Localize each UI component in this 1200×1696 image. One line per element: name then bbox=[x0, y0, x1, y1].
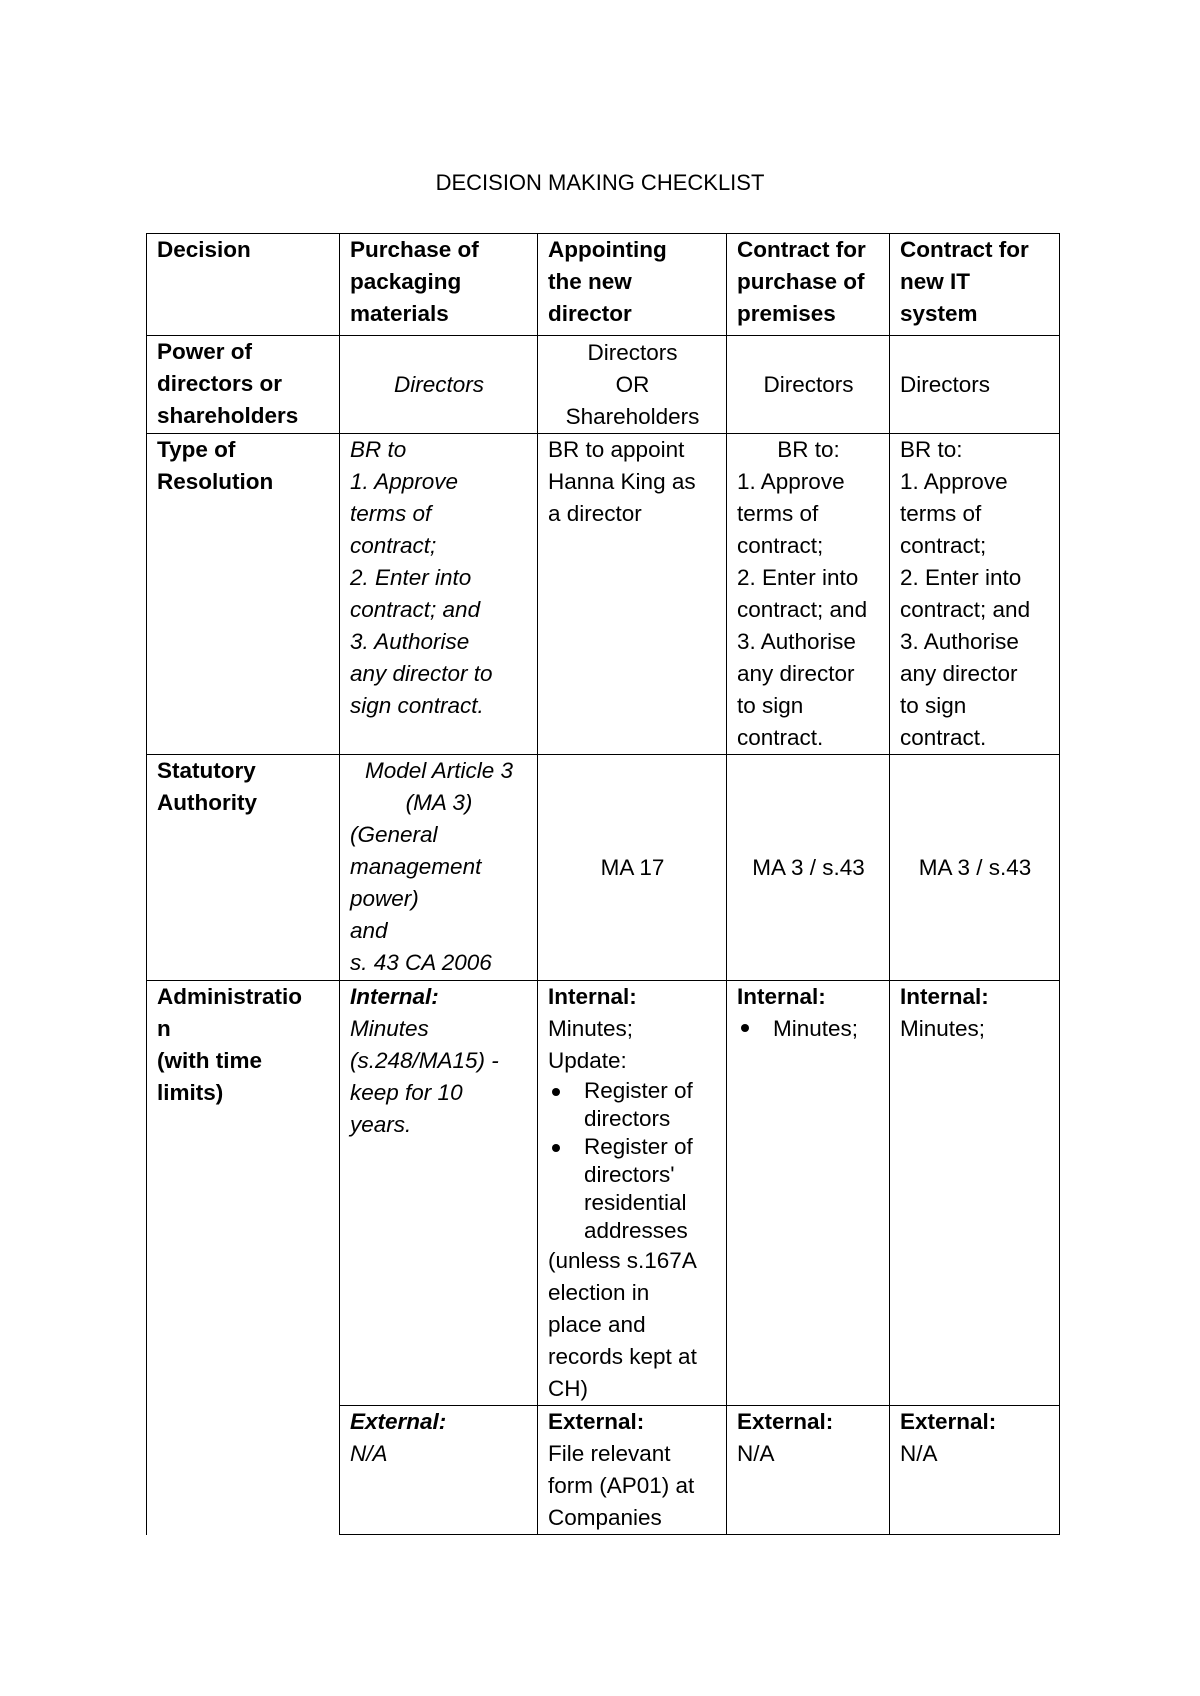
cell-line: Minutes; bbox=[548, 1016, 634, 1041]
header-line: Contract for bbox=[737, 237, 866, 262]
row-label-line: n bbox=[157, 1016, 171, 1041]
cell-line: place and bbox=[548, 1312, 646, 1337]
statutory-cell-it-system bbox=[890, 755, 1060, 981]
cell-line: years. bbox=[350, 1112, 412, 1137]
cell-line: power) bbox=[350, 886, 419, 911]
header-label: Decision bbox=[157, 237, 251, 262]
cell-line: Directors bbox=[900, 371, 991, 397]
header-line: packaging bbox=[350, 269, 462, 294]
cell-line: sign contract. bbox=[350, 693, 484, 718]
decision-checklist-table bbox=[146, 233, 1060, 1535]
cell-line: to sign bbox=[737, 693, 804, 718]
cell-line: Model Article 3 bbox=[365, 758, 513, 783]
cell-line: Minutes; bbox=[900, 1016, 986, 1041]
external-cell-director bbox=[538, 1406, 727, 1535]
cell-line: contract. bbox=[737, 725, 824, 750]
row-label-line: shareholders bbox=[157, 403, 299, 428]
list-item-line: Register of bbox=[584, 1078, 693, 1103]
external-heading: External: bbox=[548, 1409, 645, 1434]
cell-line: Hanna King as bbox=[548, 469, 696, 494]
cell-line: 3. Authorise bbox=[900, 629, 1019, 654]
internal-cell-premises bbox=[727, 981, 890, 1406]
cell-line: form (AP01) at bbox=[548, 1473, 695, 1498]
header-line: the new bbox=[548, 269, 632, 294]
cell-line: keep for 10 bbox=[350, 1080, 463, 1105]
cell-line: contract; and bbox=[737, 597, 868, 622]
external-heading: External: bbox=[350, 1409, 447, 1434]
cell-line: 1. Approve bbox=[900, 469, 1008, 494]
cell-line: and bbox=[350, 918, 388, 943]
cell-line: N/A bbox=[900, 1441, 938, 1466]
cell-line: management bbox=[350, 854, 482, 879]
row-label-line: Resolution bbox=[157, 469, 274, 494]
cell-line: Directors bbox=[763, 371, 854, 397]
statutory-cell-premises bbox=[727, 755, 890, 981]
cell-line: (unless s.167A bbox=[548, 1248, 697, 1273]
list-item bbox=[737, 1013, 880, 1045]
cell-line: N/A bbox=[350, 1441, 388, 1466]
cell-line: terms of bbox=[737, 501, 819, 526]
external-cell-premises bbox=[727, 1406, 890, 1535]
internal-cell-director bbox=[538, 981, 727, 1406]
cell-line: 2. Enter into bbox=[900, 565, 1022, 590]
cell-line: s. 43 CA 2006 bbox=[350, 950, 492, 975]
power-cell-it-system bbox=[890, 336, 1060, 434]
header-line: new IT bbox=[900, 269, 971, 294]
cell-line: contract; bbox=[737, 533, 824, 558]
cell-line: CH) bbox=[548, 1376, 588, 1401]
power-label-cell bbox=[147, 336, 340, 434]
row-label-line: (with time bbox=[157, 1048, 262, 1073]
type-cell-packaging bbox=[340, 434, 538, 755]
cell-line: BR to: bbox=[900, 437, 963, 462]
admin-internal-row bbox=[147, 981, 1060, 1406]
type-label-cell bbox=[147, 434, 340, 755]
list-item-line: addresses bbox=[584, 1218, 688, 1243]
cell-line: MA 3 / s.43 bbox=[918, 854, 1032, 880]
header-line: purchase of bbox=[737, 269, 865, 294]
cell-line: (MA 3) bbox=[405, 790, 473, 815]
power-row bbox=[147, 336, 1060, 434]
header-line: premises bbox=[737, 301, 836, 326]
cell-line: election in bbox=[548, 1280, 650, 1305]
header-cell-it-system bbox=[890, 234, 1060, 336]
header-line: Purchase of bbox=[350, 237, 479, 262]
internal-heading: Internal: bbox=[350, 984, 439, 1009]
type-cell-it-system bbox=[890, 434, 1060, 755]
cell-line: Companies bbox=[548, 1505, 662, 1530]
header-cell-decision bbox=[147, 234, 340, 336]
row-label-line: Type of bbox=[157, 437, 236, 462]
cell-line: MA 3 / s.43 bbox=[752, 854, 865, 880]
cell-line: Shareholders bbox=[565, 403, 700, 429]
statutory-label-cell bbox=[147, 755, 340, 981]
header-line: Appointing bbox=[548, 237, 667, 262]
page-title: DECISION MAKING CHECKLIST bbox=[435, 170, 765, 195]
list-item bbox=[548, 1077, 717, 1133]
statutory-cell-packaging bbox=[340, 755, 538, 981]
type-cell-director bbox=[538, 434, 727, 755]
header-line: system bbox=[900, 301, 978, 326]
cell-line: BR to: bbox=[777, 437, 840, 462]
internal-cell-it-system bbox=[890, 981, 1060, 1406]
cell-line: (s.248/MA15) - bbox=[350, 1048, 499, 1073]
cell-line: any director to bbox=[350, 661, 493, 686]
cell-line: 2. Enter into bbox=[350, 565, 472, 590]
list-item-line: directors bbox=[584, 1106, 671, 1131]
statutory-cell-director bbox=[538, 755, 727, 981]
cell-line: 1. Approve bbox=[737, 469, 845, 494]
external-heading: External: bbox=[900, 1409, 997, 1434]
cell-line: 3. Authorise bbox=[350, 629, 470, 654]
minutes-list bbox=[737, 1013, 880, 1045]
cell-line: any director bbox=[737, 661, 855, 686]
cell-line: contract; bbox=[350, 533, 437, 558]
row-label-line: Administratio bbox=[157, 984, 303, 1009]
cell-line: Update: bbox=[548, 1048, 627, 1073]
row-label-line: limits) bbox=[157, 1080, 224, 1105]
type-cell-premises bbox=[727, 434, 890, 755]
cell-line: a director bbox=[548, 501, 642, 526]
internal-cell-packaging bbox=[340, 981, 538, 1406]
power-cell-director bbox=[538, 336, 727, 434]
cell-line: File relevant bbox=[548, 1441, 671, 1466]
cell-line: terms of bbox=[900, 501, 982, 526]
cell-line: any director bbox=[900, 661, 1018, 686]
register-list bbox=[548, 1077, 717, 1245]
header-cell-packaging bbox=[340, 234, 538, 336]
cell-line: BR to appoint bbox=[548, 437, 685, 462]
cell-line: to sign bbox=[900, 693, 967, 718]
cell-line: Directors bbox=[393, 371, 484, 397]
cell-line: contract; and bbox=[900, 597, 1031, 622]
internal-heading: Internal: bbox=[548, 984, 637, 1009]
cell-line: N/A bbox=[737, 1441, 775, 1466]
internal-heading: Internal: bbox=[737, 984, 826, 1009]
cell-line: contract. bbox=[900, 725, 987, 750]
header-line: Contract for bbox=[900, 237, 1029, 262]
power-cell-packaging bbox=[340, 336, 538, 434]
header-cell-director bbox=[538, 234, 727, 336]
cell-line: terms of bbox=[350, 501, 432, 526]
header-line: materials bbox=[350, 301, 449, 326]
cell-line: contract; bbox=[900, 533, 987, 558]
cell-line: MA 17 bbox=[600, 854, 665, 880]
row-label-line: Power of bbox=[157, 339, 253, 364]
cell-line: 2. Enter into bbox=[737, 565, 859, 590]
cell-line: Minutes bbox=[350, 1016, 429, 1041]
header-line: director bbox=[548, 301, 632, 326]
statutory-row bbox=[147, 755, 1060, 981]
internal-heading: Internal: bbox=[900, 984, 989, 1009]
list-item-line: Register of bbox=[584, 1134, 693, 1159]
row-label-line: directors or bbox=[157, 371, 283, 396]
list-item-line: residential bbox=[584, 1190, 687, 1215]
power-cell-premises bbox=[727, 336, 890, 434]
cell-line: contract; and bbox=[350, 597, 481, 622]
row-label-line: Statutory bbox=[157, 758, 256, 783]
type-row bbox=[147, 434, 1060, 755]
cell-line: BR to bbox=[350, 437, 407, 462]
external-cell-packaging bbox=[340, 1406, 538, 1535]
cell-line: records kept at bbox=[548, 1344, 697, 1369]
cell-line: (General bbox=[350, 822, 438, 847]
list-item-line: Minutes; bbox=[773, 1016, 859, 1041]
header-cell-premises bbox=[727, 234, 890, 336]
header-row bbox=[147, 234, 1060, 336]
cell-line: OR bbox=[615, 371, 650, 397]
cell-line: Directors bbox=[587, 339, 678, 365]
row-label-line: Authority bbox=[157, 790, 257, 815]
cell-line: 3. Authorise bbox=[737, 629, 856, 654]
list-item bbox=[548, 1133, 717, 1245]
admin-label-cell bbox=[147, 981, 340, 1535]
external-cell-it-system bbox=[890, 1406, 1060, 1535]
list-item-line: directors' bbox=[584, 1162, 675, 1187]
cell-line: 1. Approve bbox=[350, 469, 458, 494]
external-heading: External: bbox=[737, 1409, 834, 1434]
